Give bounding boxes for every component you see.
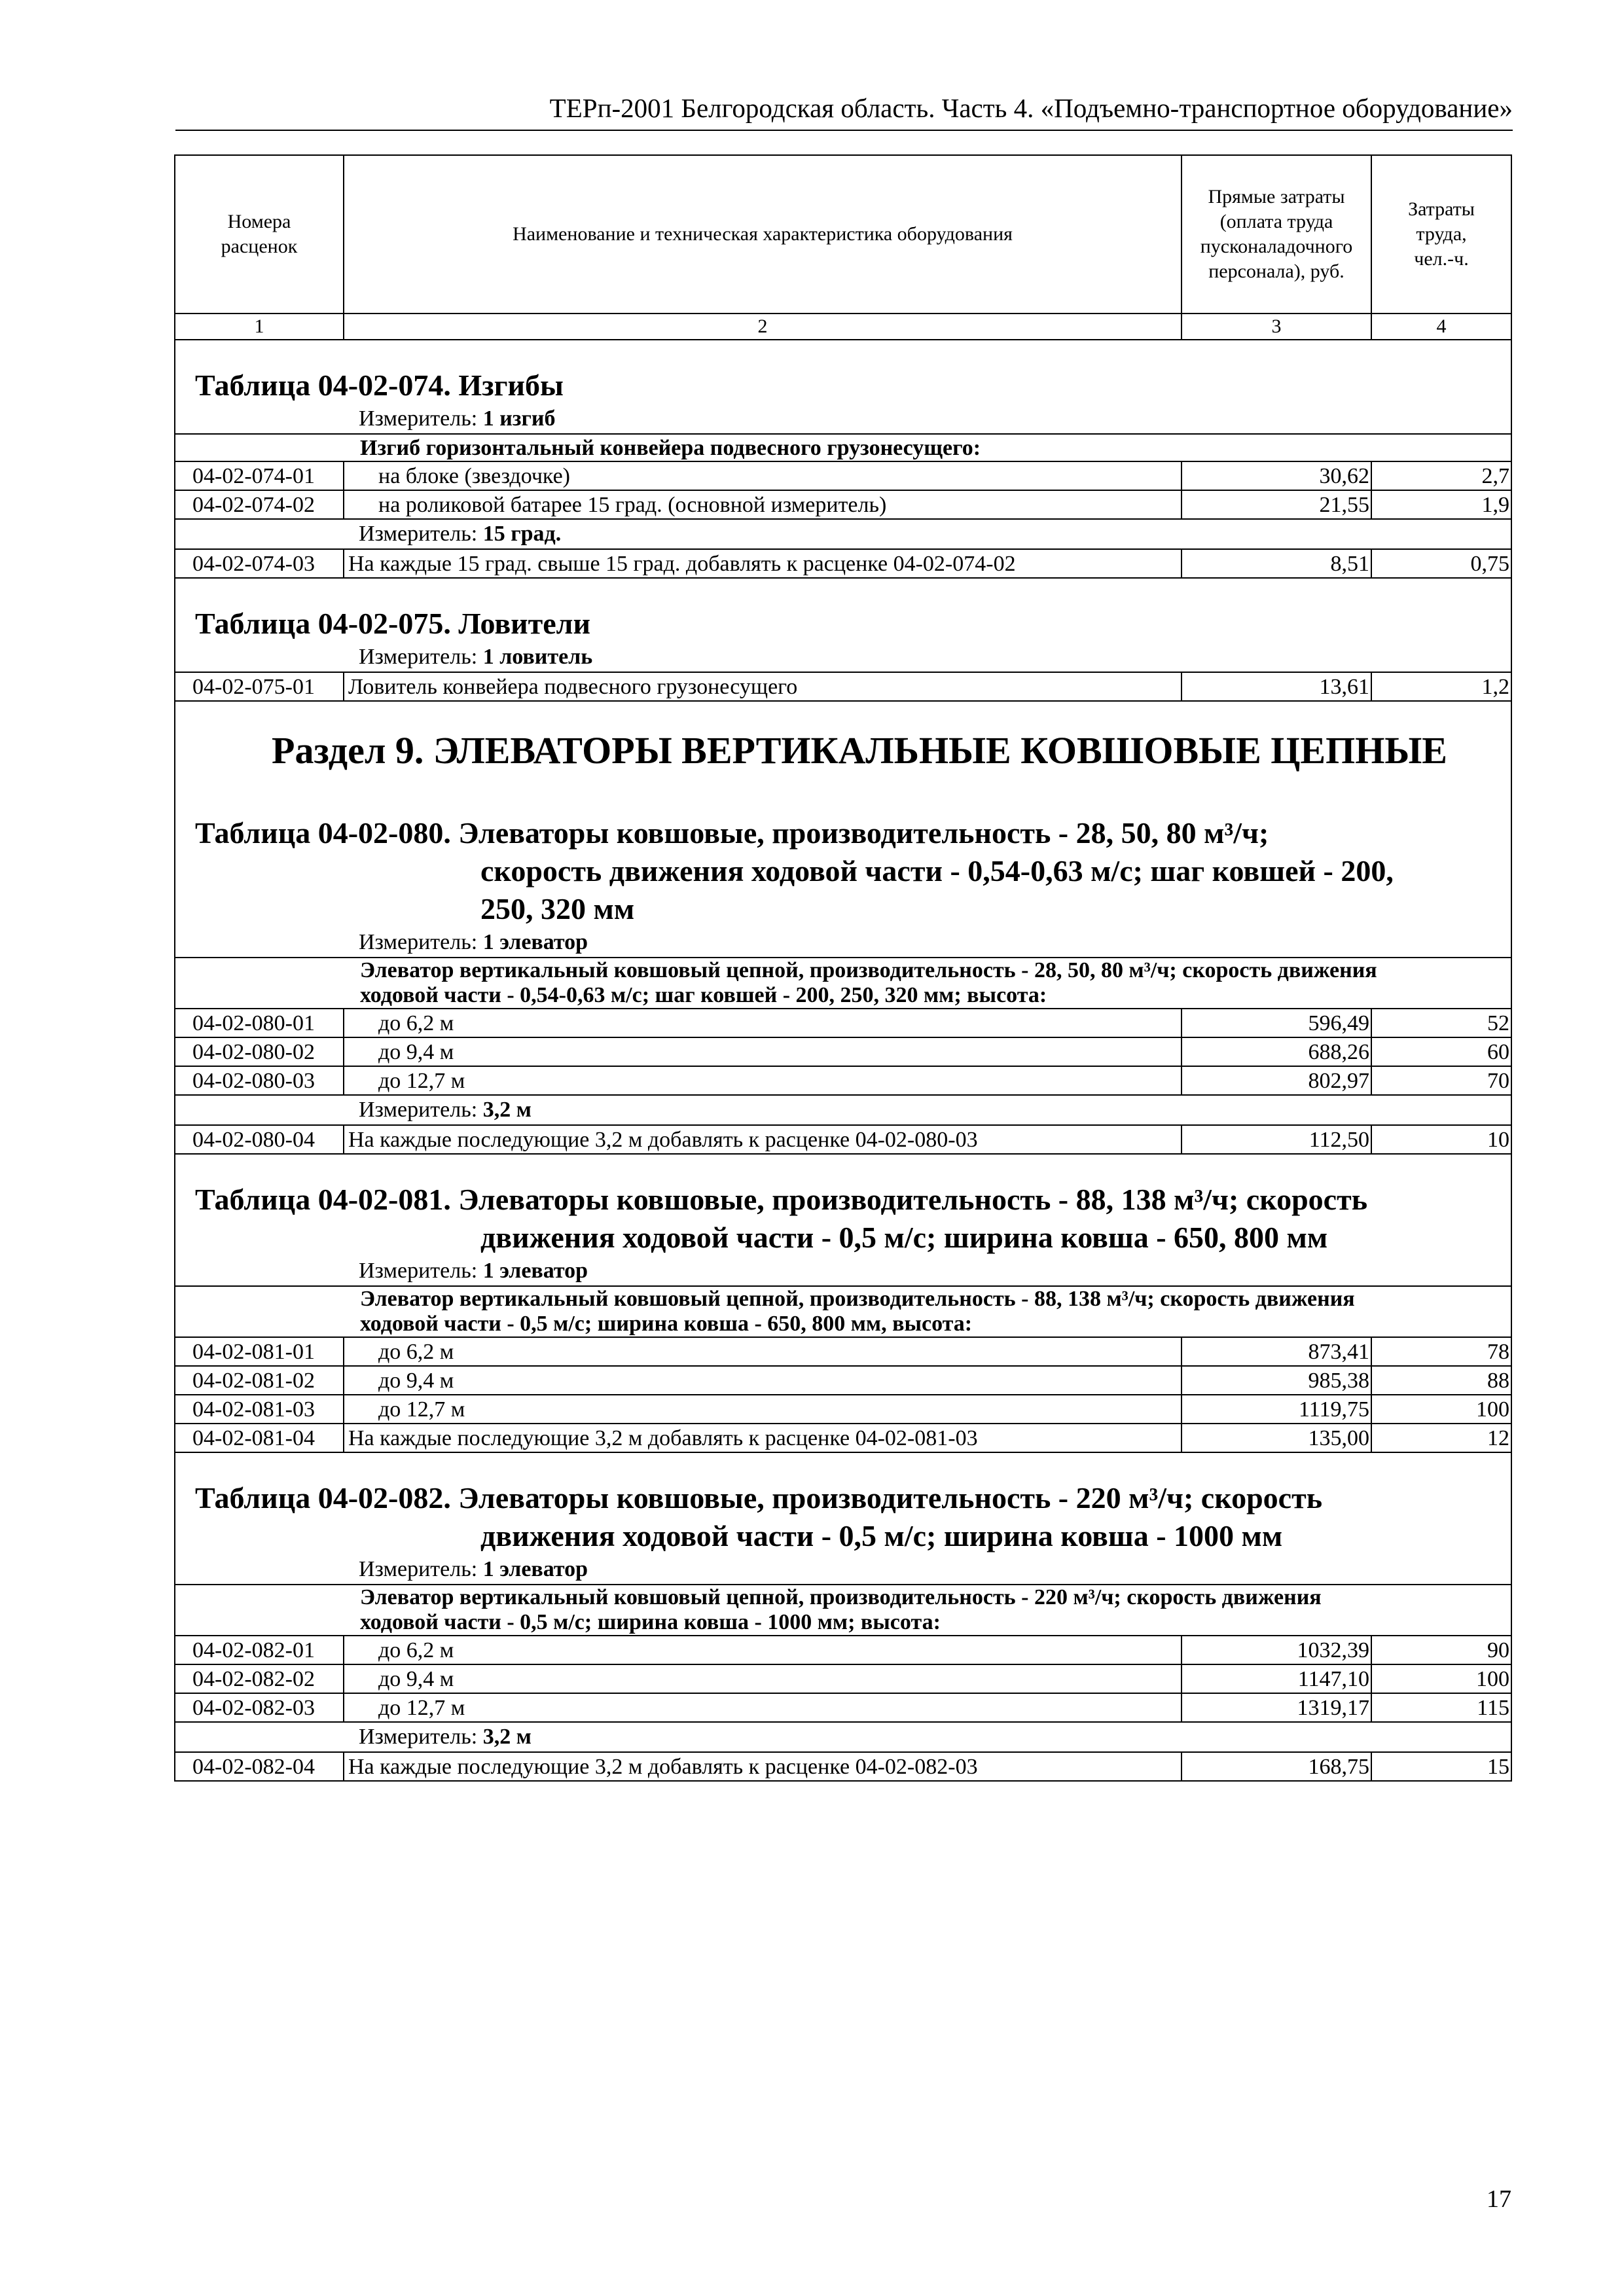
table-row	[175, 490, 1511, 519]
group-row	[175, 1286, 1511, 1337]
rate-code: 04-02-081-02	[175, 1366, 344, 1395]
table-title-text: 250, 320 мм	[480, 892, 635, 925]
column-header-code: Номера расценок	[175, 155, 344, 314]
rate-name: до 9,4 м	[344, 1664, 1182, 1693]
group-row	[175, 1585, 1511, 1636]
running-header: ТЕРп-2001 Белгородская область. Часть 4. «Подъемно-транспортное оборудование»	[175, 92, 1513, 131]
rate-name: до 12,7 м	[344, 1693, 1182, 1722]
table-title-text: движения ходовой части - 0,5 м/с; ширина ковша - 1000 мм	[480, 1519, 1283, 1552]
page-number: 17	[1487, 2185, 1511, 2213]
table-title-text: Элеваторы ковшовые, производительность - 88, 138 м³/ч; скорость	[458, 1183, 1368, 1216]
rate-code: 04-02-082-03	[175, 1693, 344, 1722]
table-row	[175, 1395, 1511, 1424]
rate-labor: 115	[1371, 1693, 1511, 1722]
measure-label-text: Измеритель:	[359, 645, 478, 669]
table-title-text: скорость движения ходовой части - 0,54-0,63 м/с; шаг ковшей - 200,	[480, 854, 1394, 888]
rate-name: на роликовой батарее 15 град. (основной измеритель)	[344, 490, 1182, 519]
table-title-row	[175, 578, 1511, 643]
table-row	[175, 1366, 1511, 1395]
rate-cost: 1119,75	[1182, 1395, 1371, 1424]
measure-unit: 1 ловитель	[482, 645, 593, 669]
column-number: 2	[344, 314, 1182, 340]
measure-row	[175, 1257, 1511, 1286]
table-title-row-cell	[175, 1154, 1511, 1257]
table-title-number: Таблица 04-02-075. Ловители	[195, 607, 590, 640]
rate-code: 04-02-081-04	[175, 1424, 344, 1452]
measure-label	[175, 928, 1511, 957]
table-row	[175, 1125, 1511, 1154]
group-heading-line: ходовой части - 0,5 м/с; ширина ковша - 650, 800 мм, высота:	[360, 1312, 973, 1336]
table-title-number: Таблица 04-02-081.	[195, 1183, 451, 1216]
rate-cost: 112,50	[1182, 1125, 1371, 1154]
rate-name: до 6,2 м	[344, 1337, 1182, 1366]
section-row	[175, 701, 1511, 788]
measure-label-text: Измеритель:	[359, 930, 478, 954]
measure-label	[175, 1257, 1511, 1285]
measure-unit: 1 элеватор	[482, 1259, 588, 1283]
table-row	[175, 1636, 1511, 1664]
table-row	[175, 1037, 1511, 1066]
measure-label	[175, 520, 1511, 548]
column-header-name: Наименование и техническая характеристика оборудования	[344, 155, 1182, 314]
rate-labor: 88	[1371, 1366, 1511, 1395]
group-heading-line: ходовой части - 0,5 м/с; ширина ковша - 1000 мм; высота:	[360, 1610, 941, 1634]
rate-name: до 9,4 м	[344, 1366, 1182, 1395]
rate-cost: 985,38	[1182, 1366, 1371, 1395]
measure-unit: 1 изгиб	[482, 406, 556, 431]
rate-code: 04-02-075-01	[175, 672, 344, 701]
group-heading	[175, 1585, 1511, 1636]
table-row	[175, 1066, 1511, 1095]
measure-row-cell	[175, 643, 1511, 672]
rate-cost: 8,51	[1182, 549, 1371, 578]
group-row	[175, 958, 1511, 1009]
group-heading: Изгиб горизонтальный конвейера подвесного грузонесущего:	[175, 434, 1511, 461]
rate-name: На каждые последующие 3,2 м добавлять к расценке 04-02-082-03	[344, 1752, 1182, 1781]
table-title-number: Таблица 04-02-080.	[195, 816, 451, 850]
rate-cost: 802,97	[1182, 1066, 1371, 1095]
rate-labor: 2,7	[1371, 461, 1511, 490]
rate-code: 04-02-081-03	[175, 1395, 344, 1424]
measure-row-cell	[175, 1095, 1511, 1125]
table-title-row	[175, 788, 1511, 928]
rate-labor: 100	[1371, 1395, 1511, 1424]
table-title-row-cell	[175, 578, 1511, 643]
measure-row-cell	[175, 1555, 1511, 1585]
group-heading-line: Элеватор вертикальный ковшовый цепной, производительность - 220 м³/ч; скорость движения	[360, 1585, 1322, 1609]
measure-label-text: Измеритель:	[359, 1557, 478, 1581]
table-title	[175, 1453, 1511, 1555]
rate-name: на блоке (звездочке)	[344, 461, 1182, 490]
measure-row-cell	[175, 1722, 1511, 1752]
measure-unit: 1 элеватор	[482, 930, 588, 954]
measure-row	[175, 928, 1511, 958]
measure-row-cell	[175, 519, 1511, 549]
table-title	[175, 579, 1511, 643]
table-title-row-cell	[175, 1452, 1511, 1555]
measure-unit: 3,2 м	[482, 1725, 532, 1749]
rate-code: 04-02-082-04	[175, 1752, 344, 1781]
rate-code: 04-02-081-01	[175, 1337, 344, 1366]
section-title: Раздел 9. ЭЛЕВАТОРЫ ВЕРТИКАЛЬНЫЕ КОВШОВЫЕ ЦЕПНЫЕ	[272, 729, 1447, 772]
rate-name: до 6,2 м	[344, 1636, 1182, 1664]
group-heading	[175, 1286, 1511, 1337]
rate-labor: 70	[1371, 1066, 1511, 1095]
section-row-cell	[175, 701, 1511, 788]
rate-labor: 100	[1371, 1664, 1511, 1693]
group-heading	[175, 958, 1511, 1009]
column-number-row	[175, 314, 1511, 340]
rate-labor: 90	[1371, 1636, 1511, 1664]
measure-label-text: Измеритель:	[359, 406, 478, 431]
measure-row-cell	[175, 1257, 1511, 1286]
measure-row	[175, 1095, 1511, 1125]
rate-cost: 1032,39	[1182, 1636, 1371, 1664]
measure-label	[175, 1723, 1511, 1751]
table-title-row	[175, 1452, 1511, 1555]
group-row	[175, 434, 1511, 461]
table-title-text: Элеваторы ковшовые, производительность - 28, 50, 80 м³/ч;	[458, 816, 1269, 850]
rate-code: 04-02-082-01	[175, 1636, 344, 1664]
rate-name: На каждые 15 град. свыше 15 град. добавлять к расценке 04-02-074-02	[344, 549, 1182, 578]
rate-cost: 1147,10	[1182, 1664, 1371, 1693]
rate-code: 04-02-080-04	[175, 1125, 344, 1154]
rate-cost: 30,62	[1182, 461, 1371, 490]
rate-name: На каждые последующие 3,2 м добавлять к расценке 04-02-081-03	[344, 1424, 1182, 1452]
table-title	[175, 788, 1511, 928]
table-title-row	[175, 340, 1511, 404]
table-title-number: Таблица 04-02-082.	[195, 1481, 451, 1515]
measure-label	[175, 1555, 1511, 1584]
table-title-text: Элеваторы ковшовые, производительность - 220 м³/ч; скорость	[458, 1481, 1323, 1515]
column-header-row	[175, 155, 1511, 314]
rate-labor: 78	[1371, 1337, 1511, 1366]
measure-label	[175, 643, 1511, 672]
rate-cost: 168,75	[1182, 1752, 1371, 1781]
measure-unit: 1 элеватор	[482, 1557, 588, 1581]
measure-row	[175, 1555, 1511, 1585]
measure-row	[175, 643, 1511, 672]
measure-unit: 15 град.	[482, 522, 562, 546]
rate-labor: 0,75	[1371, 549, 1511, 578]
rate-code: 04-02-074-02	[175, 490, 344, 519]
rate-cost: 688,26	[1182, 1037, 1371, 1066]
rate-name: до 12,7 м	[344, 1066, 1182, 1095]
table-title-row	[175, 1154, 1511, 1257]
rate-name: На каждые последующие 3,2 м добавлять к расценке 04-02-080-03	[344, 1125, 1182, 1154]
column-number: 1	[175, 314, 344, 340]
rate-cost: 135,00	[1182, 1424, 1371, 1452]
group-heading-line: Элеватор вертикальный ковшовый цепной, производительность - 28, 50, 80 м³/ч; скорость движения	[360, 958, 1377, 982]
table-title-row-cell	[175, 788, 1511, 928]
table-row	[175, 1664, 1511, 1693]
table-title	[175, 340, 1511, 404]
measure-row	[175, 1722, 1511, 1752]
table-row	[175, 549, 1511, 578]
rate-code: 04-02-080-03	[175, 1066, 344, 1095]
rate-labor: 15	[1371, 1752, 1511, 1781]
group-heading-line: Элеватор вертикальный ковшовый цепной, производительность - 88, 138 м³/ч; скорость движения	[360, 1287, 1355, 1311]
table-title-row-cell	[175, 340, 1511, 404]
table-row	[175, 672, 1511, 701]
rates-table	[174, 154, 1512, 1782]
group-heading-line: ходовой части - 0,54-0,63 м/с; шаг ковшей - 200, 250, 320 мм; высота:	[360, 983, 1047, 1007]
measure-label-text: Измеритель:	[359, 522, 478, 546]
rate-labor: 1,2	[1371, 672, 1511, 701]
column-header-labor: Затраты труда, чел.-ч.	[1371, 155, 1511, 314]
rate-code: 04-02-082-02	[175, 1664, 344, 1693]
rate-labor: 52	[1371, 1009, 1511, 1037]
table-title	[175, 1155, 1511, 1257]
rate-code: 04-02-074-01	[175, 461, 344, 490]
table-title-text: движения ходовой части - 0,5 м/с; ширина ковша - 650, 800 мм	[480, 1221, 1328, 1254]
table-row	[175, 461, 1511, 490]
rate-cost: 873,41	[1182, 1337, 1371, 1366]
rate-name: до 9,4 м	[344, 1037, 1182, 1066]
table-row	[175, 1752, 1511, 1781]
rate-cost: 21,55	[1182, 490, 1371, 519]
table-row	[175, 1337, 1511, 1366]
rate-labor: 60	[1371, 1037, 1511, 1066]
table-title-number: Таблица 04-02-074. Изгибы	[195, 368, 564, 402]
table-row	[175, 1009, 1511, 1037]
rate-cost: 596,49	[1182, 1009, 1371, 1037]
column-number: 3	[1182, 314, 1371, 340]
column-header-cost: Прямые затраты (оплата труда пусконаладочного персонала), руб.	[1182, 155, 1371, 314]
rate-code: 04-02-080-01	[175, 1009, 344, 1037]
rate-labor: 12	[1371, 1424, 1511, 1452]
rate-labor: 10	[1371, 1125, 1511, 1154]
measure-unit: 3,2 м	[482, 1098, 532, 1122]
rate-code: 04-02-080-02	[175, 1037, 344, 1066]
rate-name: до 6,2 м	[344, 1009, 1182, 1037]
measure-label	[175, 1096, 1511, 1124]
measure-row	[175, 519, 1511, 549]
table-row	[175, 1693, 1511, 1722]
rate-cost: 13,61	[1182, 672, 1371, 701]
measure-label-text: Измеритель:	[359, 1725, 478, 1749]
measure-row-cell	[175, 404, 1511, 434]
rate-cost: 1319,17	[1182, 1693, 1371, 1722]
measure-label-text: Измеритель:	[359, 1098, 478, 1122]
table-row	[175, 1424, 1511, 1452]
rate-name: Ловитель конвейера подвесного грузонесущего	[344, 672, 1182, 701]
measure-row	[175, 404, 1511, 434]
rate-labor: 1,9	[1371, 490, 1511, 519]
measure-label	[175, 404, 1511, 433]
rate-name: до 12,7 м	[344, 1395, 1182, 1424]
rate-code: 04-02-074-03	[175, 549, 344, 578]
measure-row-cell	[175, 928, 1511, 958]
measure-label-text: Измеритель:	[359, 1259, 478, 1283]
column-number: 4	[1371, 314, 1511, 340]
